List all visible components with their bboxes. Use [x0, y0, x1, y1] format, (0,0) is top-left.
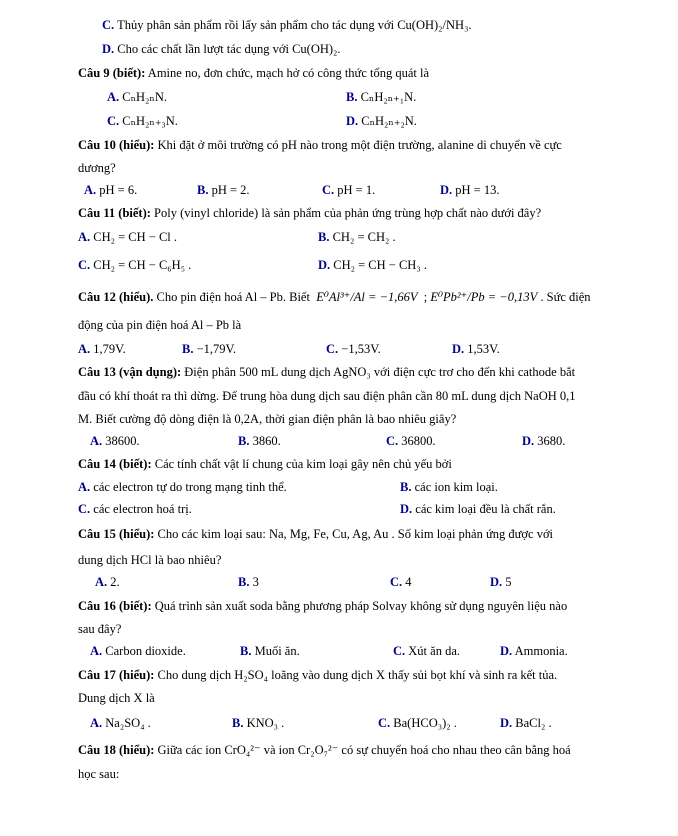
option-b: [318, 229, 396, 245]
option-text: 38600.: [105, 434, 140, 448]
option-letter: C.: [378, 716, 391, 730]
option-text: 4: [405, 575, 412, 589]
question-head: Câu 18 (hiểu):: [78, 743, 155, 757]
question-17: [78, 667, 557, 683]
option-a: [84, 182, 137, 198]
option-letter: C.: [390, 575, 403, 589]
option-text: các electron tự do trong mạng tinh thể.: [93, 480, 287, 494]
option-a: [90, 433, 140, 449]
option-text: Xút ăn da.: [408, 644, 461, 658]
option-d: [452, 341, 500, 357]
option-text: 36800.: [401, 434, 436, 448]
option-letter: D.: [522, 434, 535, 448]
option-letter: C.: [326, 342, 339, 356]
option-c: [326, 341, 381, 357]
question-head: Câu 14 (biết):: [78, 457, 152, 471]
option-letter: A.: [107, 90, 120, 104]
option-letter: A.: [90, 434, 103, 448]
option-letter: A.: [90, 644, 103, 658]
option-c: [102, 17, 472, 33]
option-a: [90, 643, 186, 659]
question-head: Câu 16 (biết):: [78, 599, 152, 613]
option-letter: D.: [440, 183, 453, 197]
question-10: [78, 137, 562, 153]
option-c: [393, 643, 460, 659]
question-head: Câu 11 (biết):: [78, 206, 151, 220]
question-text-line: dung dịch HCl là bao nhiêu?: [78, 553, 222, 567]
option-b: [238, 433, 281, 449]
option-letter: D.: [318, 258, 331, 272]
option-letter: A.: [78, 342, 91, 356]
question-9: [78, 65, 429, 81]
option-d: [490, 574, 512, 590]
question-text: Điện phân 500 mL dung dịch AgNO₃ với điện cực trơ cho đến khi cathode bắt: [184, 365, 576, 379]
option-letter: C.: [78, 502, 91, 516]
option-text: Ba(HCO₃)₂ .: [393, 716, 457, 730]
question-text: . Sức điện: [540, 290, 591, 304]
question-18: [78, 742, 571, 758]
option-letter: A.: [78, 230, 91, 244]
option-d: [318, 257, 427, 273]
question-text: Quá trình sản xuất soda bằng phương pháp Solvay không sử dụng nguyên liệu nào: [154, 599, 568, 613]
option-letter: D.: [102, 42, 115, 56]
option-letter: C.: [107, 114, 120, 128]
option-letter: A.: [84, 183, 97, 197]
option-letter: C.: [393, 644, 406, 658]
option-letter: B.: [240, 644, 252, 658]
option-text: Muối ăn.: [254, 644, 300, 658]
question-text-line: động của pin điện hoá Al – Pb là: [78, 318, 242, 332]
electrode-potential-al: E⁰Al³⁺/Al = −1,66V: [316, 290, 418, 304]
question-15: [78, 526, 553, 542]
option-text: Carbon dioxide.: [105, 644, 186, 658]
option-d: [440, 182, 499, 198]
question-head: Câu 17 (hiểu):: [78, 668, 155, 682]
option-text: Cho các chất lần lượt tác dụng với Cu(OH)₂.: [117, 42, 341, 56]
option-letter: B.: [346, 90, 358, 104]
option-letter: C.: [386, 434, 399, 448]
option-text: BaCl₂ .: [515, 716, 552, 730]
option-c: [322, 182, 375, 198]
question-text-line: dương?: [78, 161, 116, 175]
option-text: pH = 1.: [337, 183, 376, 197]
option-text: KNO₃ .: [246, 716, 285, 730]
option-text: pH = 2.: [211, 183, 250, 197]
question-head: Câu 12 (hiểu).: [78, 290, 154, 304]
option-text: CₙH₂ₙ₊₁N.: [360, 90, 417, 104]
option-text: các kim loại đều là chất rắn.: [415, 502, 556, 516]
question-text-line: sau đây?: [78, 622, 122, 636]
option-text: 3860.: [252, 434, 281, 448]
question-13: [78, 364, 575, 380]
question-text-line: Dung dịch X là: [78, 691, 155, 705]
option-text: CH₂ = CH − CH₃ .: [333, 258, 427, 272]
option-letter: D.: [500, 644, 513, 658]
option-letter: B.: [400, 480, 412, 494]
option-letter: B.: [232, 716, 244, 730]
question-16: [78, 598, 567, 614]
option-letter: A.: [78, 480, 91, 494]
option-letter: A.: [95, 575, 108, 589]
option-c: [390, 574, 412, 590]
option-b: [182, 341, 236, 357]
option-text: Na₂SO₄ .: [105, 716, 151, 730]
option-text: CₙH₂ₙ₊₂N.: [361, 114, 417, 128]
option-c: [378, 715, 457, 731]
option-letter: D.: [490, 575, 503, 589]
option-d: [500, 715, 552, 731]
option-a: [78, 479, 287, 495]
option-letter: D.: [400, 502, 413, 516]
option-b: [240, 643, 300, 659]
option-d: [102, 41, 341, 57]
option-text: Thủy phân sản phẩm rồi lấy sản phẩm cho tác dụng với Cu(OH)₂/NH₃.: [117, 18, 472, 32]
question-text: Giữa các ion CrO₄²⁻ và ion Cr₂O₇²⁻ có sự chuyển hoá cho nhau theo cân bằng hoá: [157, 743, 571, 757]
option-letter: C.: [78, 258, 91, 272]
question-12: [78, 289, 591, 305]
question-head: Câu 13 (vận dụng):: [78, 365, 182, 379]
option-letter: D.: [346, 114, 359, 128]
option-letter: C.: [322, 183, 335, 197]
question-text: Cho các kim loại sau: Na, Mg, Fe, Cu, Ag, Au . Số kim loại phản ứng được với: [157, 527, 554, 541]
option-text: 1,79V.: [93, 342, 126, 356]
question-text-line: đầu có khí thoát ra thì dừng. Để trung hòa dung dịch sau điện phân cần 80 mL dung dịch NaOH 0,1: [78, 389, 576, 403]
question-head: Câu 10 (hiểu):: [78, 138, 155, 152]
option-c: [78, 501, 192, 517]
electrode-potential-pb: E⁰Pb²⁺/Pb = −0,13V: [430, 290, 538, 304]
question-text: Cho pin điện hoá Al – Pb. Biết: [156, 290, 310, 304]
option-a: [78, 229, 177, 245]
question-text: Các tính chất vật lí chung của kim loại gây nên chủ yếu bởi: [154, 457, 452, 471]
question-11: [78, 205, 541, 221]
question-text-line: học sau:: [78, 767, 120, 781]
option-letter: B.: [238, 434, 250, 448]
option-text: CH₂ = CH − C₆H₅ .: [93, 258, 192, 272]
option-b: [400, 479, 498, 495]
option-letter: D.: [452, 342, 465, 356]
option-d: [522, 433, 565, 449]
option-text: pH = 13.: [455, 183, 500, 197]
option-text: các ion kim loại.: [414, 480, 498, 494]
option-a: [107, 89, 167, 105]
option-c: [386, 433, 436, 449]
option-letter: A.: [90, 716, 103, 730]
option-text: 3680.: [537, 434, 566, 448]
question-14: [78, 456, 452, 472]
option-letter: B.: [197, 183, 209, 197]
option-letter: B.: [238, 575, 250, 589]
option-c: [78, 257, 191, 273]
option-text: pH = 6.: [99, 183, 138, 197]
option-text: 1,53V.: [467, 342, 500, 356]
option-b: [238, 574, 259, 590]
option-text: CₙH₂ₙN.: [122, 90, 167, 104]
question-head: Câu 9 (biết):: [78, 66, 146, 80]
question-text: Poly (vinyl chloride) là sản phẩm của phản ứng trùng hợp chất nào dưới đây?: [154, 206, 542, 220]
question-text: Cho dung dịch H₂SO₄ loãng vào dung dịch X thấy sủi bọt khí và sinh ra kết tủa.: [157, 668, 558, 682]
option-text: −1,53V.: [341, 342, 381, 356]
option-text: Ammonia.: [514, 644, 568, 658]
question-text: Amine no, đơn chức, mạch hở có công thức tổng quát là: [147, 66, 430, 80]
question-text: Khi đặt ở môi trường có pH nào trong một điện trường, alanine di chuyển về cực: [157, 138, 562, 152]
option-letter: C.: [102, 18, 115, 32]
question-text-line: M. Biết cường độ dòng điện là 0,2A, thời gian điện phân là bao nhiêu giây?: [78, 412, 457, 426]
option-text: 5: [505, 575, 512, 589]
option-letter: B.: [318, 230, 330, 244]
option-b: [197, 182, 250, 198]
option-d: [400, 501, 556, 517]
option-a: [78, 341, 126, 357]
option-text: các electron hoá trị.: [93, 502, 192, 516]
option-d: [346, 113, 417, 129]
separator: ;: [423, 290, 428, 304]
option-c: [107, 113, 178, 129]
option-b: [346, 89, 416, 105]
option-text: −1,79V.: [196, 342, 237, 356]
option-letter: B.: [182, 342, 194, 356]
option-text: CₙH₂ₙ₊₃N.: [122, 114, 178, 128]
question-head: Câu 15 (hiểu):: [78, 527, 155, 541]
option-letter: D.: [500, 716, 513, 730]
option-b: [232, 715, 284, 731]
option-text: CH₂ = CH₂ .: [332, 230, 396, 244]
option-text: CH₂ = CH − Cl .: [93, 230, 178, 244]
option-a: [90, 715, 151, 731]
option-text: 2.: [110, 575, 120, 589]
option-a: [95, 574, 120, 590]
option-d: [500, 643, 568, 659]
option-text: 3: [252, 575, 259, 589]
